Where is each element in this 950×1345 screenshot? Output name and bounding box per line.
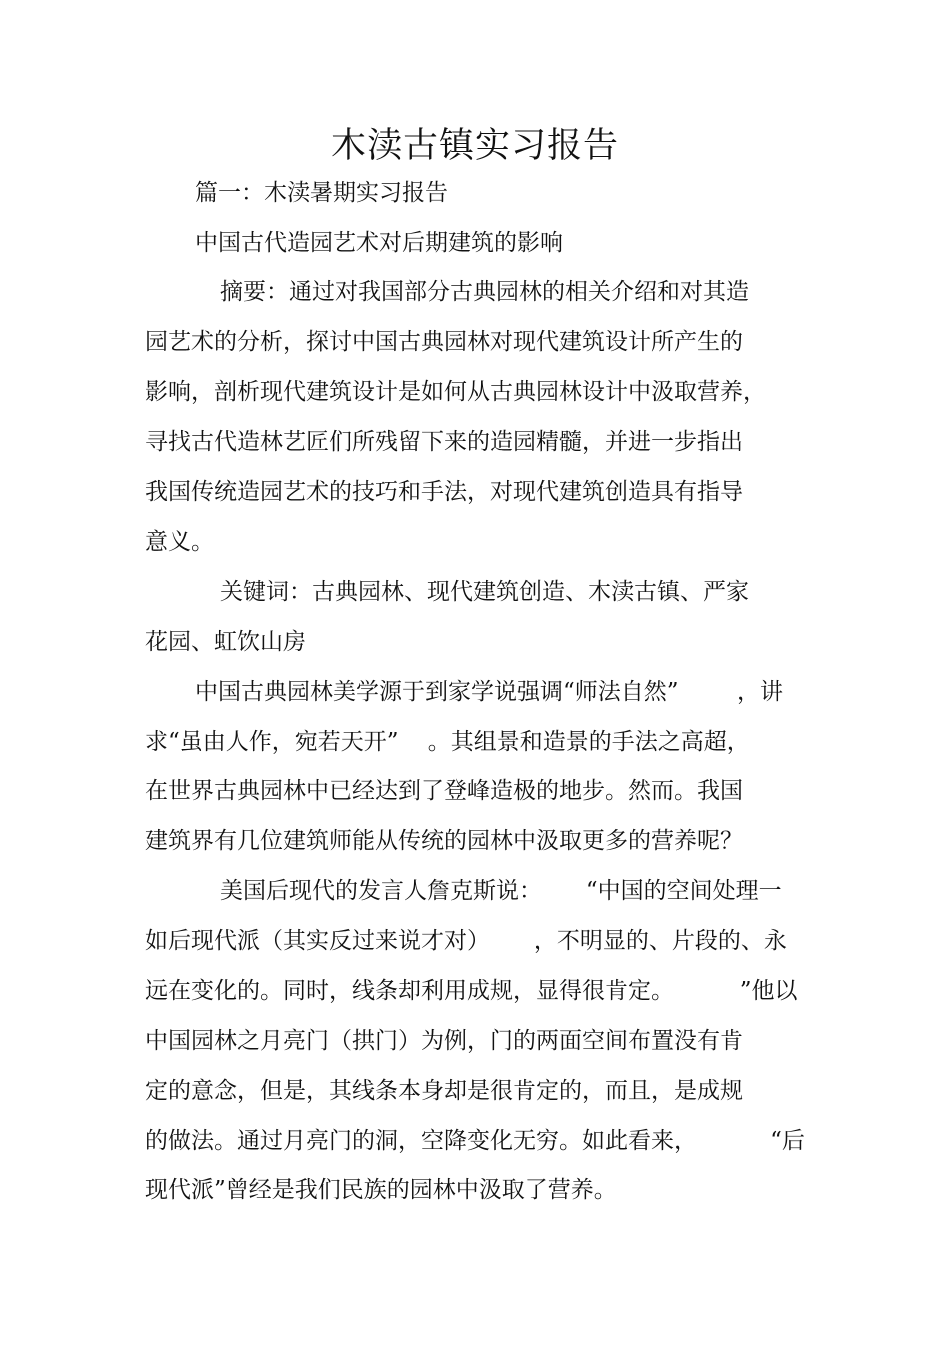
- paragraph-line: 现代派”曾经是我们民族的园林中汲取了营养。: [145, 1177, 617, 1203]
- paragraph-line: 中国古典园林美学源于到家学说强调“师法自然” ，讲: [195, 679, 784, 705]
- abstract-line: 意义。: [145, 529, 214, 555]
- section-heading: 中国古代造园艺术对后期建筑的影响: [195, 230, 563, 256]
- paragraph-line: 建筑界有几位建筑师能从传统的园林中汲取更多的营养呢？: [145, 828, 743, 854]
- paragraph-line: 的做法。通过月亮门的洞，空降变化无穷。如此看来， “后: [145, 1128, 805, 1154]
- subtitle: 篇一：木渎暑期实习报告: [195, 180, 448, 206]
- abstract-line: 寻找古代造林艺匠们所残留下来的造园精髓，并进一步指出: [145, 429, 743, 455]
- paragraph-line: 中国园林之月亮门（拱门）为例，门的两面空间布置没有肯: [145, 1028, 743, 1054]
- paragraph-line: 定的意念，但是，其线条本身却是很肯定的，而且，是成规: [145, 1078, 743, 1104]
- abstract-line: 影响，剖析现代建筑设计是如何从古典园林设计中汲取营养，: [145, 379, 766, 405]
- paragraph-line: 求“虽由人作，宛若天开” 。其组景和造景的手法之高超，: [145, 729, 750, 755]
- abstract-line: 摘要：通过对我国部分古典园林的相关介绍和对其造: [220, 279, 749, 305]
- paragraph-line: 在世界古典园林中已经达到了登峰造极的地步。然而。我国: [145, 778, 743, 804]
- abstract-line: 我国传统造园艺术的技巧和手法，对现代建筑创造具有指导: [145, 479, 743, 505]
- paragraph-line: 美国后现代的发言人詹克斯说： “中国的空间处理一: [220, 878, 782, 904]
- keywords-line: 关键词：古典园林、现代建筑创造、木渎古镇、严家: [220, 579, 749, 605]
- paragraph-line: 远在变化的。同时，线条却利用成规，显得很肯定。 ”他以: [145, 978, 798, 1004]
- abstract-line: 园艺术的分析，探讨中国古典园林对现代建筑设计所产生的: [145, 329, 743, 355]
- keywords-line: 花园、虹饮山房: [145, 629, 306, 655]
- document-title: 木渎古镇实习报告: [330, 126, 619, 166]
- paragraph-line: 如后现代派（其实反过来说才对） ，不明显的、片段的、永: [145, 928, 787, 954]
